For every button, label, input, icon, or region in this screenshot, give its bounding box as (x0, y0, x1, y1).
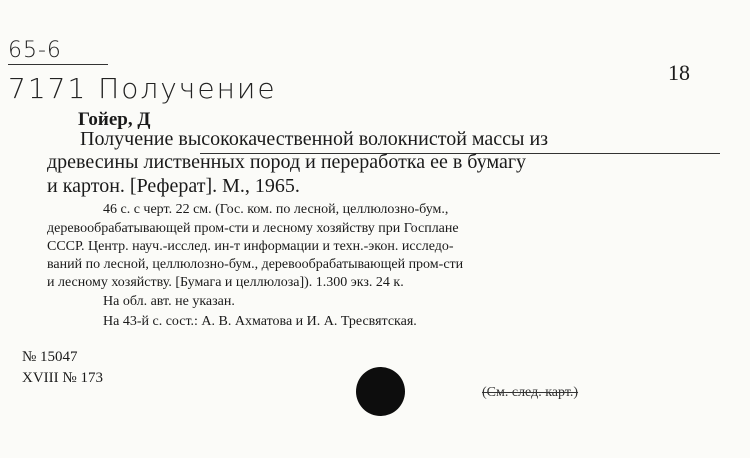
handwritten-underline (8, 64, 108, 65)
handwritten-code: 65-6 (8, 38, 62, 63)
see-next-card-note: (См. след. карт.) (482, 385, 579, 400)
title-line-3: и картон. [Реферат]. М., 1965. (47, 175, 300, 197)
details-line-5: и лесному хозяйству. [Бумага и целлюлоза]). 1.300 экз. 24 к. (47, 275, 404, 290)
author-name: Гойер, Д (78, 109, 151, 130)
title-line-2: древесины лиственных пород и переработка ее в бумагу (47, 151, 527, 173)
shelf-mark: XVIII № 173 (22, 370, 103, 386)
details-line-1: 46 с. с черт. 22 см. (Гос. ком. по лесной, целлюлозно-бум., (103, 202, 449, 217)
details-line-2: деревообрабатывающей пром-сти и лесному хозяйству при Госплане (47, 221, 459, 236)
punch-hole (356, 367, 405, 416)
note-compilers: На 43-й с. сост.: А. В. Ахматова и И. А. Тресвятская. (103, 314, 417, 329)
title-line-1: Получение высококачественной волокнистой массы из (80, 128, 549, 150)
card-number: 18 (668, 60, 690, 85)
accession-number: № 15047 (22, 349, 78, 365)
details-line-4: ваний по лесной, целлюлозно-бум., деревообрабатывающей пром-сти (47, 257, 464, 272)
handwritten-heading: 7171 Получение (8, 72, 277, 105)
details-line-3: СССР. Центр. науч.-исслед. ин-т информации и техн.-экон. исследо- (47, 239, 454, 254)
note-author-unnamed: На обл. авт. не указан. (103, 294, 235, 309)
